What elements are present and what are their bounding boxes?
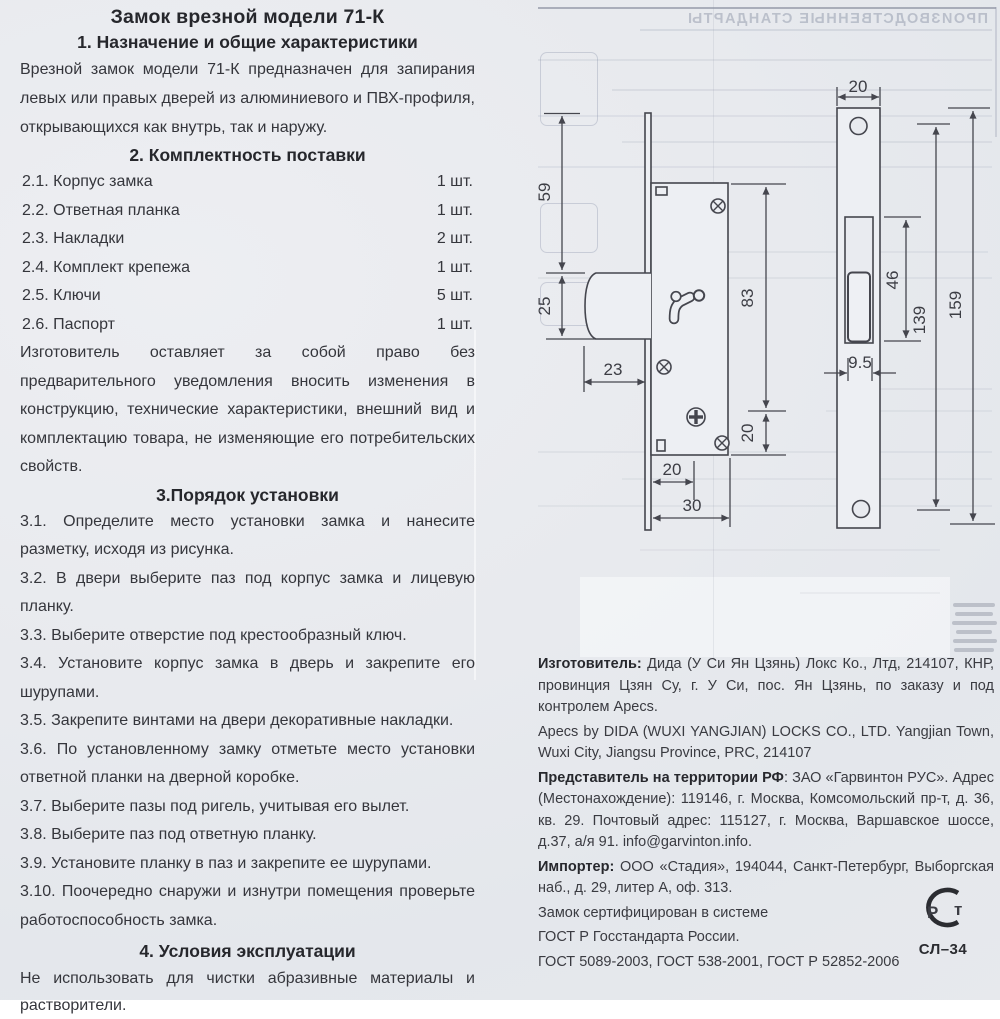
install-step: 3.5. Закрепите винтами на двери декоративные накладки. bbox=[20, 712, 454, 729]
section1-body: Врезной замок модели 71-К предназначен для запирания левых или правых дверей из алюминиевого и ПВХ-профиля, открывающихся как внутрь, так и наружу. bbox=[20, 61, 475, 136]
list-item bbox=[20, 254, 475, 283]
install-step: 3.4. Установите корпус замка в дверь и закрепите его шурупами. bbox=[20, 655, 475, 701]
dim-label-83: 83 bbox=[738, 288, 757, 308]
item-name: 2.4. Комплект крепежа bbox=[22, 258, 190, 276]
install-step: 3.9. Установите планку в паз и закрепите ее шурупами. bbox=[20, 854, 432, 872]
lock-body-view bbox=[585, 113, 729, 530]
dim-label-20-backset: 20 bbox=[662, 460, 682, 479]
item-name: 2.6. Паспорт bbox=[22, 315, 115, 333]
item-name: 2.3. Накладки bbox=[22, 230, 125, 247]
supply-list bbox=[20, 168, 475, 339]
install-step: 3.6. По установленному замку отметьте место установки ответной планки на дверной коробке. bbox=[20, 740, 475, 786]
manufacturer-en-paragraph: Apecs by DIDA (WUXI YANGJIAN) LOCKS CO., LTD. Yangjian Town, Wuxi City, Jiangsu Province, PRC, 214107 bbox=[538, 723, 994, 761]
list-item bbox=[20, 311, 475, 340]
representative-label: Представитель на территории РФ bbox=[538, 769, 784, 786]
deadbolt-shape bbox=[585, 273, 651, 339]
dim-label-46: 46 bbox=[883, 270, 902, 290]
section1-heading: 1. Назначение и общие характеристики bbox=[77, 32, 418, 52]
item-qty: 1 шт. bbox=[436, 258, 473, 276]
list-item bbox=[20, 197, 475, 226]
screw-x-icon bbox=[657, 360, 671, 374]
dim-label-25: 25 bbox=[535, 296, 554, 316]
manufacturer-paragraph: Изготовитель: Дида (У Си Ян Цзянь) Локс Ко., Лтд, 214107, КНР, провинция Цзян Су, г. У Си, пос. Ян Цзянь, по заказу и под контролем Apecs. bbox=[538, 656, 994, 715]
face-plate-view bbox=[837, 108, 880, 528]
list-item bbox=[20, 225, 475, 254]
dim-label-20-plate: 20 bbox=[848, 77, 868, 96]
page-title: Замок врезной модели 71-К bbox=[110, 6, 385, 28]
representative-paragraph: Представитель на территории РФ: ЗАО «Гарвинтон РУС». Адрес (Местонахождение): 119146, г. Москва, Комсомольский пр-т, д. 36, кв. 29. Почтовый адрес: 115127, г. Москва, Варшавское шоссе, д.37, а/я 91. info@garvinton.info. bbox=[538, 769, 994, 850]
rostest-logo-icon bbox=[912, 884, 974, 934]
ghost-back-title: ПРОИЗВОДСТВЕННЫЕ СТАНДАРТЫ bbox=[686, 11, 988, 27]
svg-text:т: т bbox=[954, 900, 963, 919]
screw-x-icon bbox=[711, 199, 725, 213]
item-qty: 5 шт. bbox=[436, 287, 473, 304]
item-name: 2.1. Корпус замка bbox=[22, 173, 153, 190]
screw-x-icon bbox=[715, 436, 729, 450]
dim-label-20-lower: 20 bbox=[738, 423, 757, 443]
dim-label-159: 159 bbox=[946, 290, 965, 320]
cert-line1: Замок сертифицирован в системе bbox=[538, 904, 769, 921]
instruction-text-column bbox=[20, 4, 475, 1019]
dim-label-59: 59 bbox=[535, 182, 554, 202]
section2-heading: 2. Комплектность поставки bbox=[129, 145, 366, 165]
list-item bbox=[20, 282, 475, 311]
list-item bbox=[20, 168, 475, 197]
manufacturer-label: Изготовитель: bbox=[538, 656, 642, 672]
screw-hole bbox=[853, 501, 870, 518]
dim-label-30: 30 bbox=[682, 496, 702, 515]
item-name: 2.2. Ответная планка bbox=[22, 201, 180, 219]
install-step: 3.1. Определите место установки замка и нанесите разметку, исходя из рисунка. bbox=[20, 512, 475, 558]
install-step: 3.7. Выберите пазы под ригель, учитывая его вылет. bbox=[20, 797, 410, 815]
certification-mark bbox=[910, 884, 976, 958]
section4-heading: 4. Условия эксплуатации bbox=[139, 941, 356, 961]
install-step: 3.3. Выберите отверстие под крестообразный ключ. bbox=[20, 626, 407, 644]
section3-heading: 3.Порядок установки bbox=[156, 484, 339, 505]
section4-body: Не использовать для чистки абразивные материалы и растворители. bbox=[20, 970, 475, 1014]
install-step: 3.2. В двери выберите паз под корпус замка и лицевую планку. bbox=[20, 569, 475, 615]
gost-standards-line: ГОСТ 5089-2003, ГОСТ 538-2001, ГОСТ Р 52852-2006 bbox=[538, 953, 900, 970]
dim-label-139: 139 bbox=[910, 305, 929, 335]
phillips-screw-icon bbox=[687, 408, 705, 426]
cert-code: СЛ–34 bbox=[918, 941, 968, 958]
cert-line2: ГОСТ Р Госстандарта России. bbox=[538, 929, 740, 945]
technical-drawing bbox=[530, 0, 1000, 665]
importer-paragraph: Импортер: ООО «Стадия», 194044, Санкт-Петербург, Выборгская наб., д. 29, литер А, оф. 313. bbox=[538, 858, 994, 896]
importer-label: Импортер: bbox=[538, 858, 615, 875]
item-qty: 2 шт. bbox=[436, 230, 473, 247]
item-qty: 1 шт. bbox=[436, 173, 473, 190]
dim-label-23: 23 bbox=[603, 360, 623, 379]
svg-text:Р: Р bbox=[927, 903, 939, 922]
screw-hole bbox=[850, 118, 867, 135]
dim-label-9-5: 9.5 bbox=[848, 353, 872, 372]
item-name: 2.5. Ключи bbox=[22, 287, 101, 304]
item-qty: 1 шт. bbox=[436, 315, 473, 333]
item-qty: 1 шт. bbox=[436, 201, 473, 219]
install-step: 3.10. Поочередно снаружи и изнутри помещения проверьте работоспособность замка. bbox=[20, 883, 475, 929]
install-step: 3.8. Выберите паз под ответную планку. bbox=[20, 826, 317, 843]
section2-note: Изготовитель оставляет за собой право без предварительного уведомления вносить изменения в конструкцию, технические характеристики, внешний вид и комплектацию товара, не изменяющие его потребительских свойств. bbox=[20, 344, 475, 475]
